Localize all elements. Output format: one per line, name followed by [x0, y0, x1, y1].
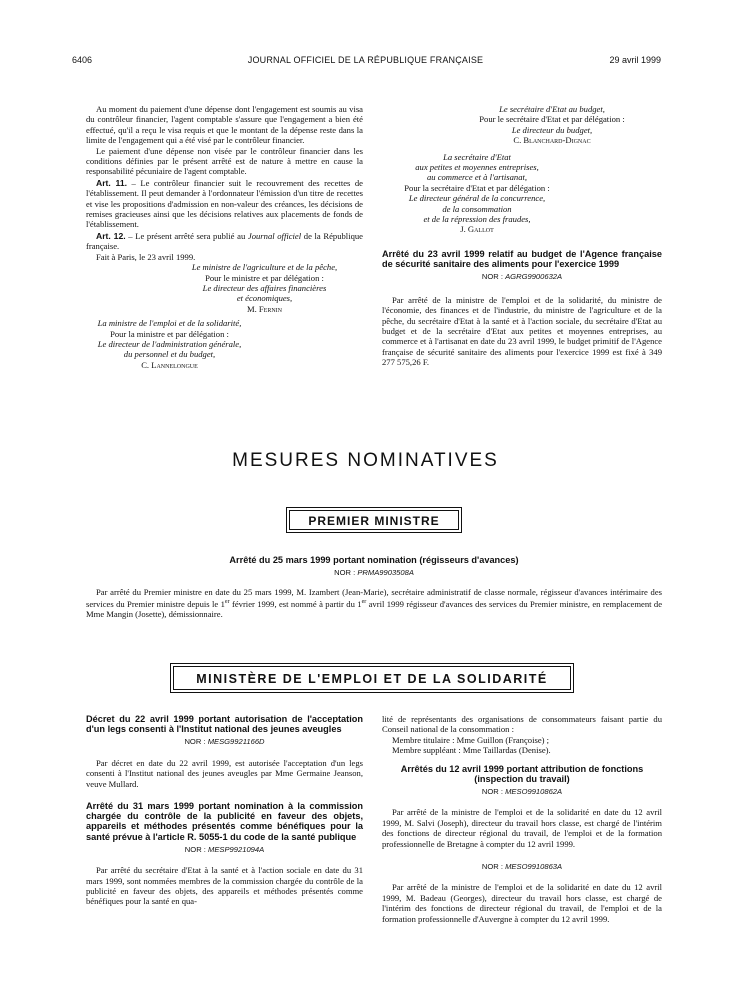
- arrete-title: Arrêté du 31 mars 1999 portant nomination à la commission chargée du contrôle de la publicité en faveur des objets, appareils et méthodes présentés comme bénéfiques pour la santé prévue à l'article R. 5055-1 du code de la santé publique: [86, 801, 363, 842]
- nor-reference: NOR : MESO9910862A: [481, 787, 563, 797]
- nor-reference: NOR : MESG9921166D: [184, 737, 265, 747]
- left-column-top: [86, 104, 363, 370]
- right-column-top: [382, 104, 662, 368]
- signature-block: Le ministre de l'agriculture et de la pêche, Pour le ministre et par délégation : Le directeur des affaires financières et économiques, M. Fernin: [191, 262, 338, 314]
- signature-block: La ministre de l'emploi et de la solidarité, Pour la ministre et par délégation : Le directeur de l'administration générale, du personnel et du budget, C. Lannelongue: [97, 318, 242, 370]
- left-column-bottom: [86, 714, 363, 907]
- paragraph: Par arrêté de la ministre de l'emploi et de la solidarité, du ministre de l'économie, des finances et de l'industrie, du ministre de l'agriculture et de la pêche, du secrétaire d'Etat à la santé et à l'action sociale, du secrétaire d'Etat au budget et de la secrétaire d'Etat aux petites et moyennes entreprises, au commerce et à l'artisanat en date du 23 avril 1999, le budget primitif de l'Agence française de sécurité sanitaire des aliments pour l'exercice 1999 est fixé à 349 277 575,26 F.: [382, 294, 662, 368]
- decret-title: Décret du 22 avril 1999 portant autorisation de l'acceptation d'un legs consenti à l'Institut national des jeunes aveugles: [86, 714, 363, 735]
- place-date: Fait à Paris, le 23 avril 1999.: [96, 251, 196, 262]
- nor-reference: NOR : MESP9921094A: [184, 844, 265, 854]
- paragraph: Le paiement d'une dépense non visée par le contrôleur financier dans les conditions définies par le présent arrêté est de nature à mettre en cause la responsabilité pécuniaire de l'agent comptable.: [86, 145, 363, 177]
- paragraph: Par arrêté de la ministre de l'emploi et de la solidarité en date du 12 avril 1999, M. Salvi (Joseph), directeur du travail hors classe, est chargé de l'intérim des fonctions de directeur régional du travail, de l'emploi et de la formation professionnelle de Bretagne à compter du 12 avril 1999.: [382, 807, 662, 849]
- arrete-title: Arrêté du 25 mars 1999 portant nomination (régisseurs d'avances): [229, 555, 519, 565]
- premier-ministre-section: [86, 555, 662, 620]
- arrete-title: Arrêté du 23 avril 1999 relatif au budget de l'Agence française de sécurité sanitaire des aliments pour l'exercice 1999: [382, 248, 662, 270]
- section-title: MESURES NOMINATIVES: [232, 450, 499, 471]
- article-12: Art. 12. – Le présent arrêté sera publié au Journal officiel de la République française.: [86, 230, 363, 252]
- journal-title: JOURNAL OFFICIEL DE LA RÉPUBLIQUE FRANÇAISE: [247, 55, 484, 65]
- membre-titulaire: Membre titulaire : Mme Guillon (Françoise) ;: [392, 734, 550, 745]
- paragraph: Par arrêté du secrétaire d'Etat à la santé et à l'action sociale en date du 31 mars 1999, sont nommées membres de la commission chargée du contrôle de la publicité en faveur des objets, des appareils et méthodes présentés comme bénéfiques pour la santé en qua-: [86, 865, 363, 907]
- ministry-box-premier-ministre: PREMIER MINISTRE: [286, 507, 462, 533]
- nor-reference: NOR : PRMA9903508A: [334, 568, 414, 578]
- nor-reference: NOR : AGRG9900632A: [481, 272, 563, 282]
- page-number: 6406: [72, 55, 93, 65]
- membre-suppleant: Membre suppléant : Mme Taillardas (Denise).: [392, 745, 551, 756]
- article-11: Art. 11. – Le contrôleur financier suit le recouvrement des recettes de l'établissement. Il peut demander à l'ordonnateur l'émission d'un titre de recettes et vise les propositions d'admission en non-valeur des créances, les décisions de remises gracieuses ainsi que les décisions relatives aux placements de fonds de l'établissement.: [86, 177, 363, 230]
- paragraph: lité de représentants des organisations de consommateurs faisant partie du Conseil national de la consommation :: [382, 714, 662, 735]
- issue-date: 29 avril 1999: [609, 55, 661, 65]
- arretes-title: Arrêtés du 12 avril 1999 portant attribution de fonctions (inspection du travail): [400, 763, 644, 784]
- paragraph: Par arrêté du Premier ministre en date du 25 mars 1999, M. Izambert (Jean-Marie), secrétaire administratif de classe normale, régisseur d'avances intérimaire des services du Premier ministre depuis le 1er février 1999, est nommé à partir du 1er avril 1999 régisseur d'avances des services du Premier ministre, en remplacement de Mme Mangin (Josette), démissionnaire.: [86, 586, 663, 620]
- paragraph: Au moment du paiement d'une dépense dont l'engagement est soumis au visa du contrôleur financier, l'agent comptable s'assure que l'engagement a bien été effectué, qu'il a reçu le visa requis et que le montant de la dépense reste dans la limite de l'engagement qui a été visé par le contrôleur financier.: [86, 104, 363, 146]
- paragraph: Par arrêté de la ministre de l'emploi et de la solidarité en date du 12 avril 1999, M. Badeau (Georges), directeur du travail hors classe, est chargé de l'intérim des fonctions de directeur régional du travail, de l'emploi et de la formation professionnelle d'Auvergne à compter du 12 avril 1999.: [382, 882, 662, 924]
- signature-block: Le secrétaire d'Etat au budget, Pour le secrétaire d'Etat et par délégation : Le directeur du budget, C. Blanchard-Dignac: [479, 104, 625, 146]
- nor-reference: NOR : MESO9910863A: [481, 862, 563, 872]
- ministry-box-emploi-solidarite: MINISTÈRE DE L'EMPLOI ET DE LA SOLIDARITÉ: [170, 663, 574, 693]
- right-column-bottom: [382, 714, 662, 924]
- paragraph: Par décret en date du 22 avril 1999, est autorisée l'acceptation d'un legs consenti à l'Institut national des jeunes aveugles par Mme Germaine Jeanson, veuve Mullard.: [86, 757, 363, 789]
- page-header: [0, 55, 731, 69]
- signature-block: La secrétaire d'Etat aux petites et moyennes entreprises, au commerce et à l'artisanat, Pour la secrétaire d'Etat et par délégation : Le directeur général de la concurrence, de la consommation et de la répression des fraudes, J. Gallot: [404, 151, 550, 235]
